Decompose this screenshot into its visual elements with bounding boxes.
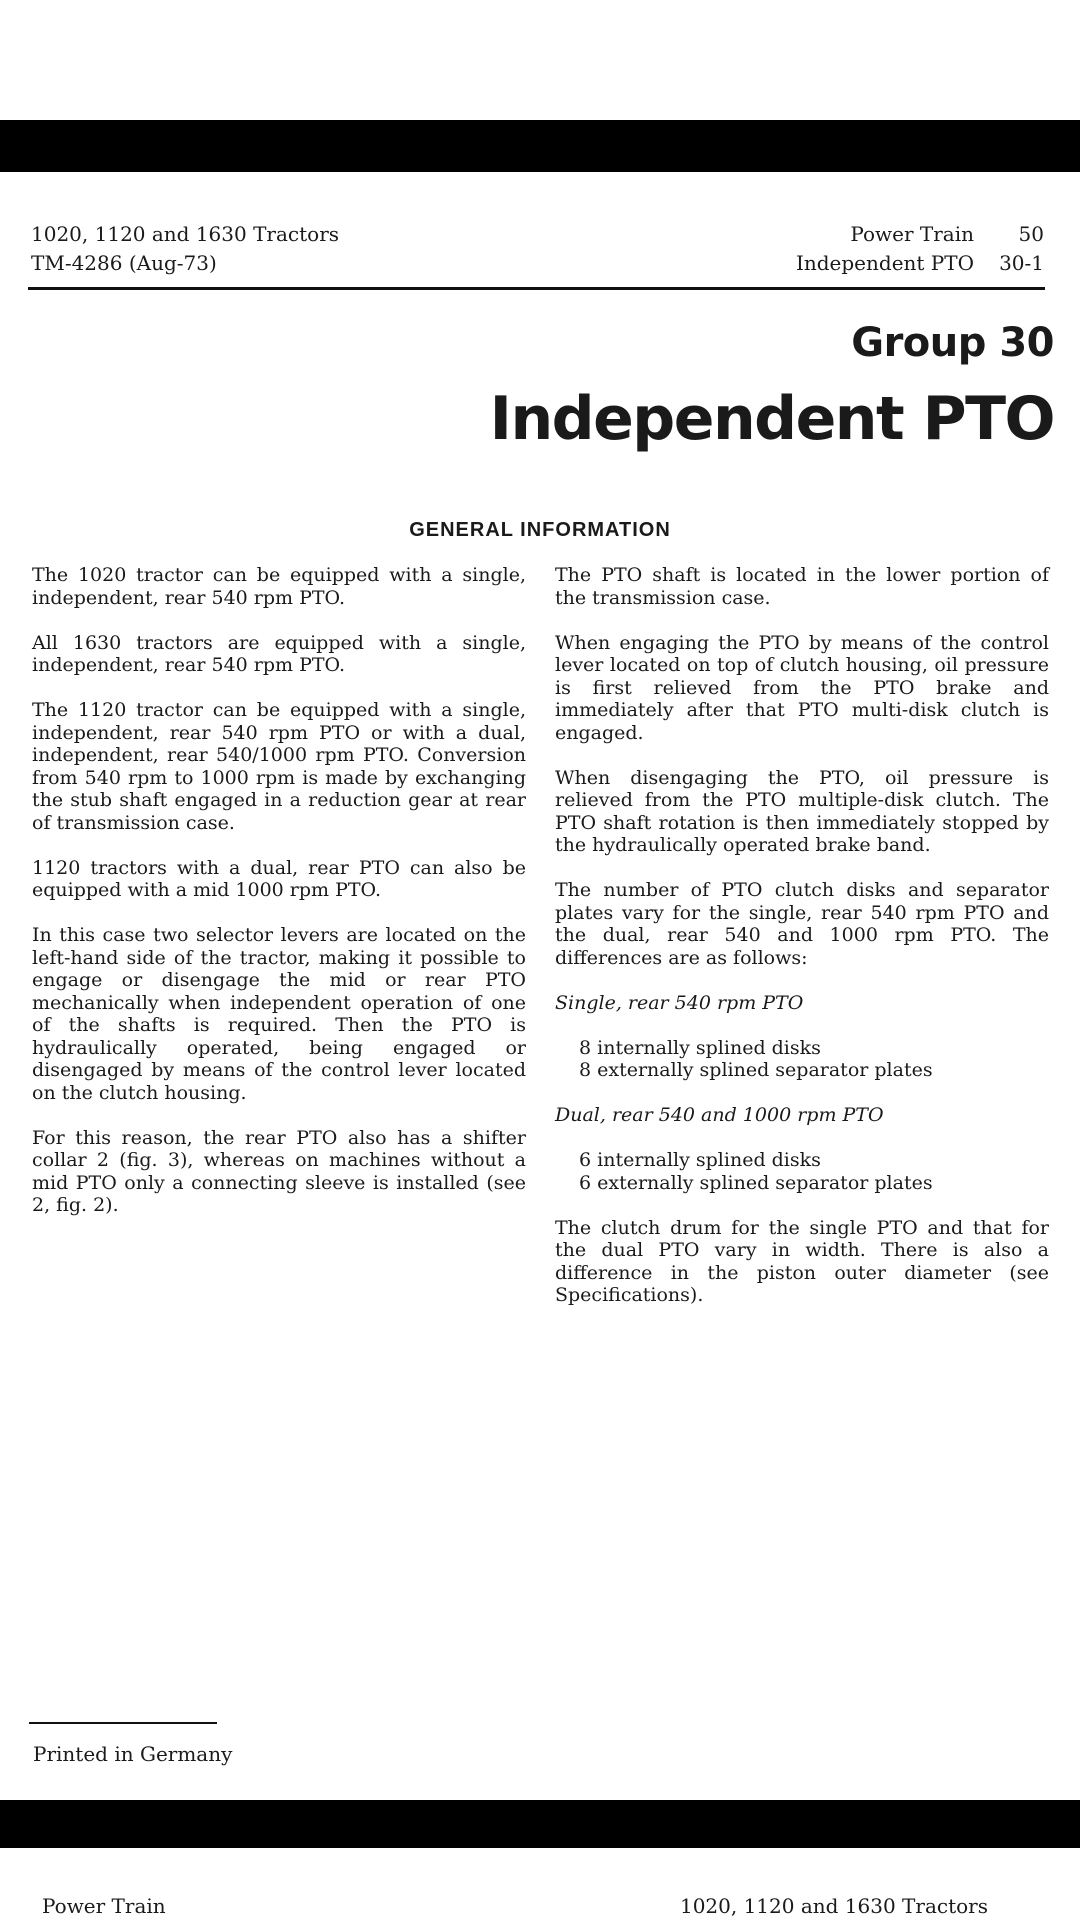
paragraph: When engaging the PTO by means of the control lever located on top of clutch housing, oil pressure is first relieved from the PTO brake and immediately after that PTO multi-disk clutch is engaged. xyxy=(555,631,1049,744)
single-pto-heading: Single, rear 540 rpm PTO xyxy=(555,991,804,1014)
header-group-label: Independent PTO xyxy=(795,251,974,275)
single-pto-list xyxy=(555,1037,1049,1082)
paragraph: For this reason, the rear PTO also has a shifter collar 2 (fig. 3), whereas on machines without a mid PTO only a connecting sleeve is installed (see 2, fig. 2). xyxy=(32,1126,526,1216)
right-column xyxy=(555,564,1049,1329)
paragraph: 1120 tractors with a dual, rear PTO can also be equipped with a mid 1000 rpm PTO. xyxy=(32,856,526,901)
dual-pto-heading: Dual, rear 540 and 1000 rpm PTO xyxy=(555,1104,884,1126)
paragraph: The number of PTO clutch disks and separator plates vary for the single, rear 540 rpm PTO and the dual, rear 540 and 1000 rpm PTO. The differences are as follows: xyxy=(555,879,1049,969)
paragraph: When disengaging the PTO, oil pressure is relieved from the PTO multiple-disk clutch. The PTO shaft rotation is then immediately stopped by the hydraulically operated brake band. xyxy=(555,766,1049,856)
left-column xyxy=(32,564,526,1239)
paragraph: All 1630 tractors are equipped with a single, independent, rear 540 rpm PTO. xyxy=(32,631,526,676)
top-black-bar xyxy=(0,120,1080,172)
header-section-label: Power Train xyxy=(850,222,974,246)
footer-rule xyxy=(29,1722,217,1724)
page-title: Independent PTO xyxy=(489,384,1054,454)
page-header-left xyxy=(31,220,339,278)
list-item: 6 externally splined separator plates xyxy=(579,1171,933,1194)
next-page-header-left: Power Train xyxy=(42,1894,166,1918)
dual-pto-list xyxy=(555,1149,1049,1194)
section-heading: GENERAL INFORMATION xyxy=(409,519,671,541)
bottom-black-bar xyxy=(0,1800,1080,1848)
header-section-number: 50 xyxy=(1018,222,1044,246)
header-page-number: 30-1 xyxy=(999,251,1044,275)
paragraph: The PTO shaft is located in the lower portion of the transmission case. xyxy=(555,564,1049,609)
paragraph: In this case two selector levers are located on the left-hand side of the tractor, making it possible to engage or disengage the mid or rear PTO mechanically when independent operation of one of the shafts is required. Then the PTO is hydraulically operated, being engaged or disengaged by means of the control lever located on the clutch housing. xyxy=(32,924,526,1104)
header-section-row xyxy=(796,220,1044,249)
list-item: 6 internally splined disks xyxy=(579,1149,821,1171)
header-manual-title: 1020, 1120 and 1630 Tractors xyxy=(31,222,340,246)
header-group-row xyxy=(796,249,1044,278)
group-title: Group 30 xyxy=(851,320,1054,366)
printed-note: Printed in Germany xyxy=(33,1742,233,1766)
paragraph: The clutch drum for the single PTO and that for the dual PTO vary in width. There is also a difference in the piston outer diameter (see Specifications). xyxy=(555,1216,1049,1306)
paragraph: The 1020 tractor can be equipped with a single, independent, rear 540 rpm PTO. xyxy=(32,564,526,609)
header-manual-number: TM-4286 (Aug-73) xyxy=(31,251,217,275)
list-item: 8 internally splined disks xyxy=(579,1036,821,1059)
paragraph: The 1120 tractor can be equipped with a single, independent, rear 540 rpm PTO or with a dual, independent, rear 540/1000 rpm PTO. Conversion from 540 rpm to 1000 rpm is made by exchanging the stub shaft engaged in a reduction gear at rear of transmission case. xyxy=(32,699,526,834)
next-page-header-right: 1020, 1120 and 1630 Tractors xyxy=(679,1894,988,1918)
page-header-right xyxy=(796,220,1044,278)
header-rule xyxy=(28,287,1045,290)
list-item: 8 externally splined separator plates xyxy=(579,1059,933,1081)
